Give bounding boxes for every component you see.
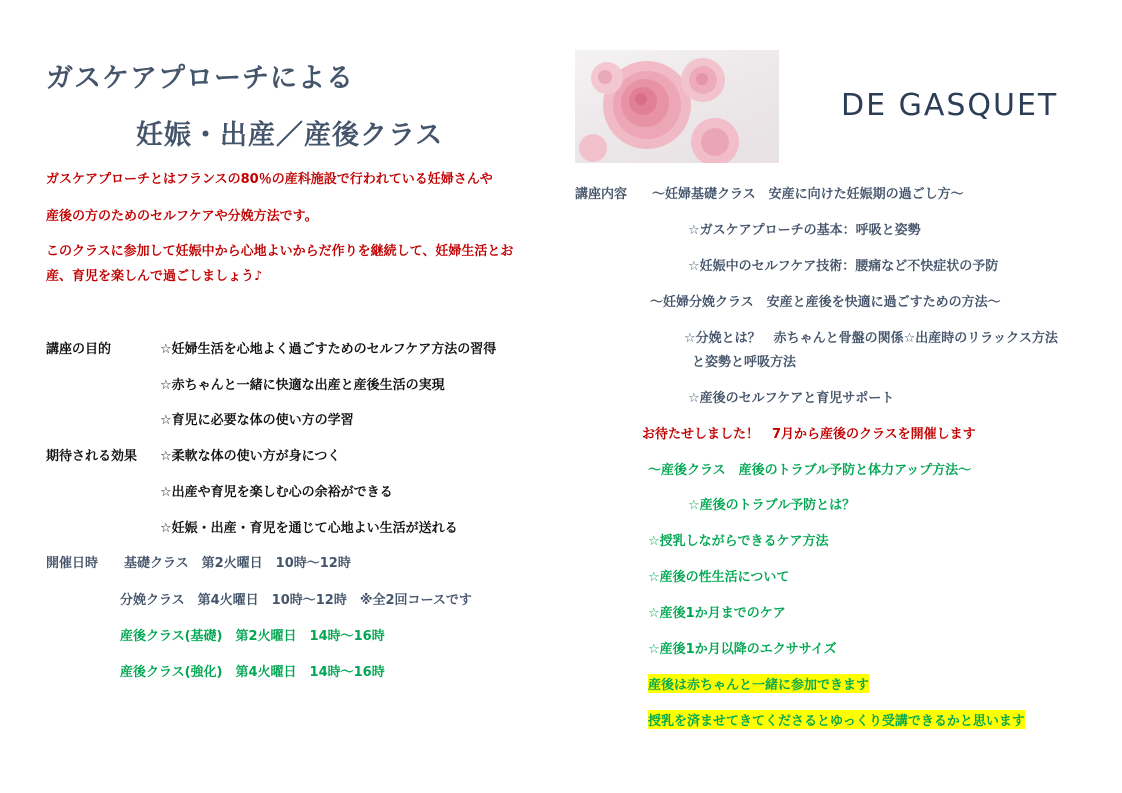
purpose-item: ☆赤ちゃんと一緒に快適な出産と産後生活の実現	[160, 378, 445, 393]
effects-item: ☆出産や育児を楽しむ心の余裕ができる	[160, 485, 393, 500]
postpartum-item: ☆産後の性生活について	[648, 570, 790, 585]
schedule-row: 産後クラス(基礎) 第2火曜日 14時～16時	[120, 629, 385, 644]
birth-class-heading: ～妊婦分娩クラス 安産と産後を快適に過ごすための方法～	[650, 295, 1001, 310]
pink-ranunculus-flowers-icon	[575, 50, 779, 163]
schedule-row: 産後クラス(強化) 第4火曜日 14時～16時	[120, 665, 385, 680]
schedule-row: 分娩クラス 第4火曜日 10時～12時 ※全2回コースです	[120, 593, 472, 608]
birth-class-item-cont: と姿勢と呼吸方法	[692, 355, 797, 370]
schedule-row: 基礎クラス 第2火曜日 10時～12時	[124, 556, 351, 571]
effects-item: ☆柔軟な体の使い方が身につく	[160, 449, 341, 464]
brand-logo: DE GASQUET	[841, 88, 1059, 123]
intro-line-1: ガスケアプローチとはフランスの80％の産科施設で行われている妊婦さんや	[46, 172, 493, 187]
purpose-label: 講座の目的	[46, 342, 112, 357]
purpose-item: ☆育児に必要な体の使い方の学習	[160, 413, 354, 428]
purpose-item: ☆妊婦生活を心地よく過ごすためのセルフケア方法の習得	[160, 342, 497, 357]
basic-class-item: ☆ガスケアプローチの基本：呼吸と姿勢	[688, 223, 921, 238]
postpartum-item: ☆産後のトラブル予防とは？	[688, 498, 856, 513]
basic-class-heading: ～妊婦基礎クラス 安産に向けた妊娠期の過ごし方～	[652, 187, 964, 202]
postpartum-class-heading: ～産後クラス 産後のトラブル予防と体力アップ方法～	[648, 463, 972, 478]
intro-line-4: 産、育児を楽しんで過ごしましょう♪	[46, 269, 263, 284]
birth-class-item: ☆産後のセルフケアと育児サポート	[688, 391, 895, 406]
intro-line-2: 産後の方のためのセルフケアや分娩方法です。	[46, 209, 318, 224]
content-label: 講座内容	[575, 187, 628, 202]
announcement: お待たせしました！ 7月から産後のクラスを開催します	[642, 427, 976, 442]
effects-item: ☆妊娠・出産・育児を通じて心地よい生活が送れる	[160, 521, 458, 536]
basic-class-item: ☆妊娠中のセルフケア技術：腰痛など不快症状の予防	[688, 259, 999, 274]
postpartum-item: ☆産後1か月以降のエクササイズ	[648, 642, 837, 657]
page-subtitle: 妊娠・出産／産後クラス	[136, 120, 444, 151]
highlight-note: 授乳を済ませてきてくださるとゆっくり受講できるかと思います	[648, 710, 1025, 729]
page-title: ガスケアプローチによる	[46, 63, 354, 94]
intro-line-3: このクラスに参加して妊娠中から心地よいからだ作りを継続して、妊婦生活とお	[46, 244, 514, 259]
birth-class-item: ☆分娩とは？ 赤ちゃんと骨盤の関係☆出産時のリラックス方法	[684, 331, 1058, 346]
postpartum-item: ☆産後1か月までのケア	[648, 606, 786, 621]
effects-label: 期待される効果	[46, 449, 138, 464]
highlight-note: 産後は赤ちゃんと一緒に参加できます	[648, 674, 869, 693]
postpartum-item: ☆授乳しながらできるケア方法	[648, 534, 829, 549]
flower-photo	[575, 50, 779, 163]
schedule-label: 開催日時	[46, 556, 99, 571]
